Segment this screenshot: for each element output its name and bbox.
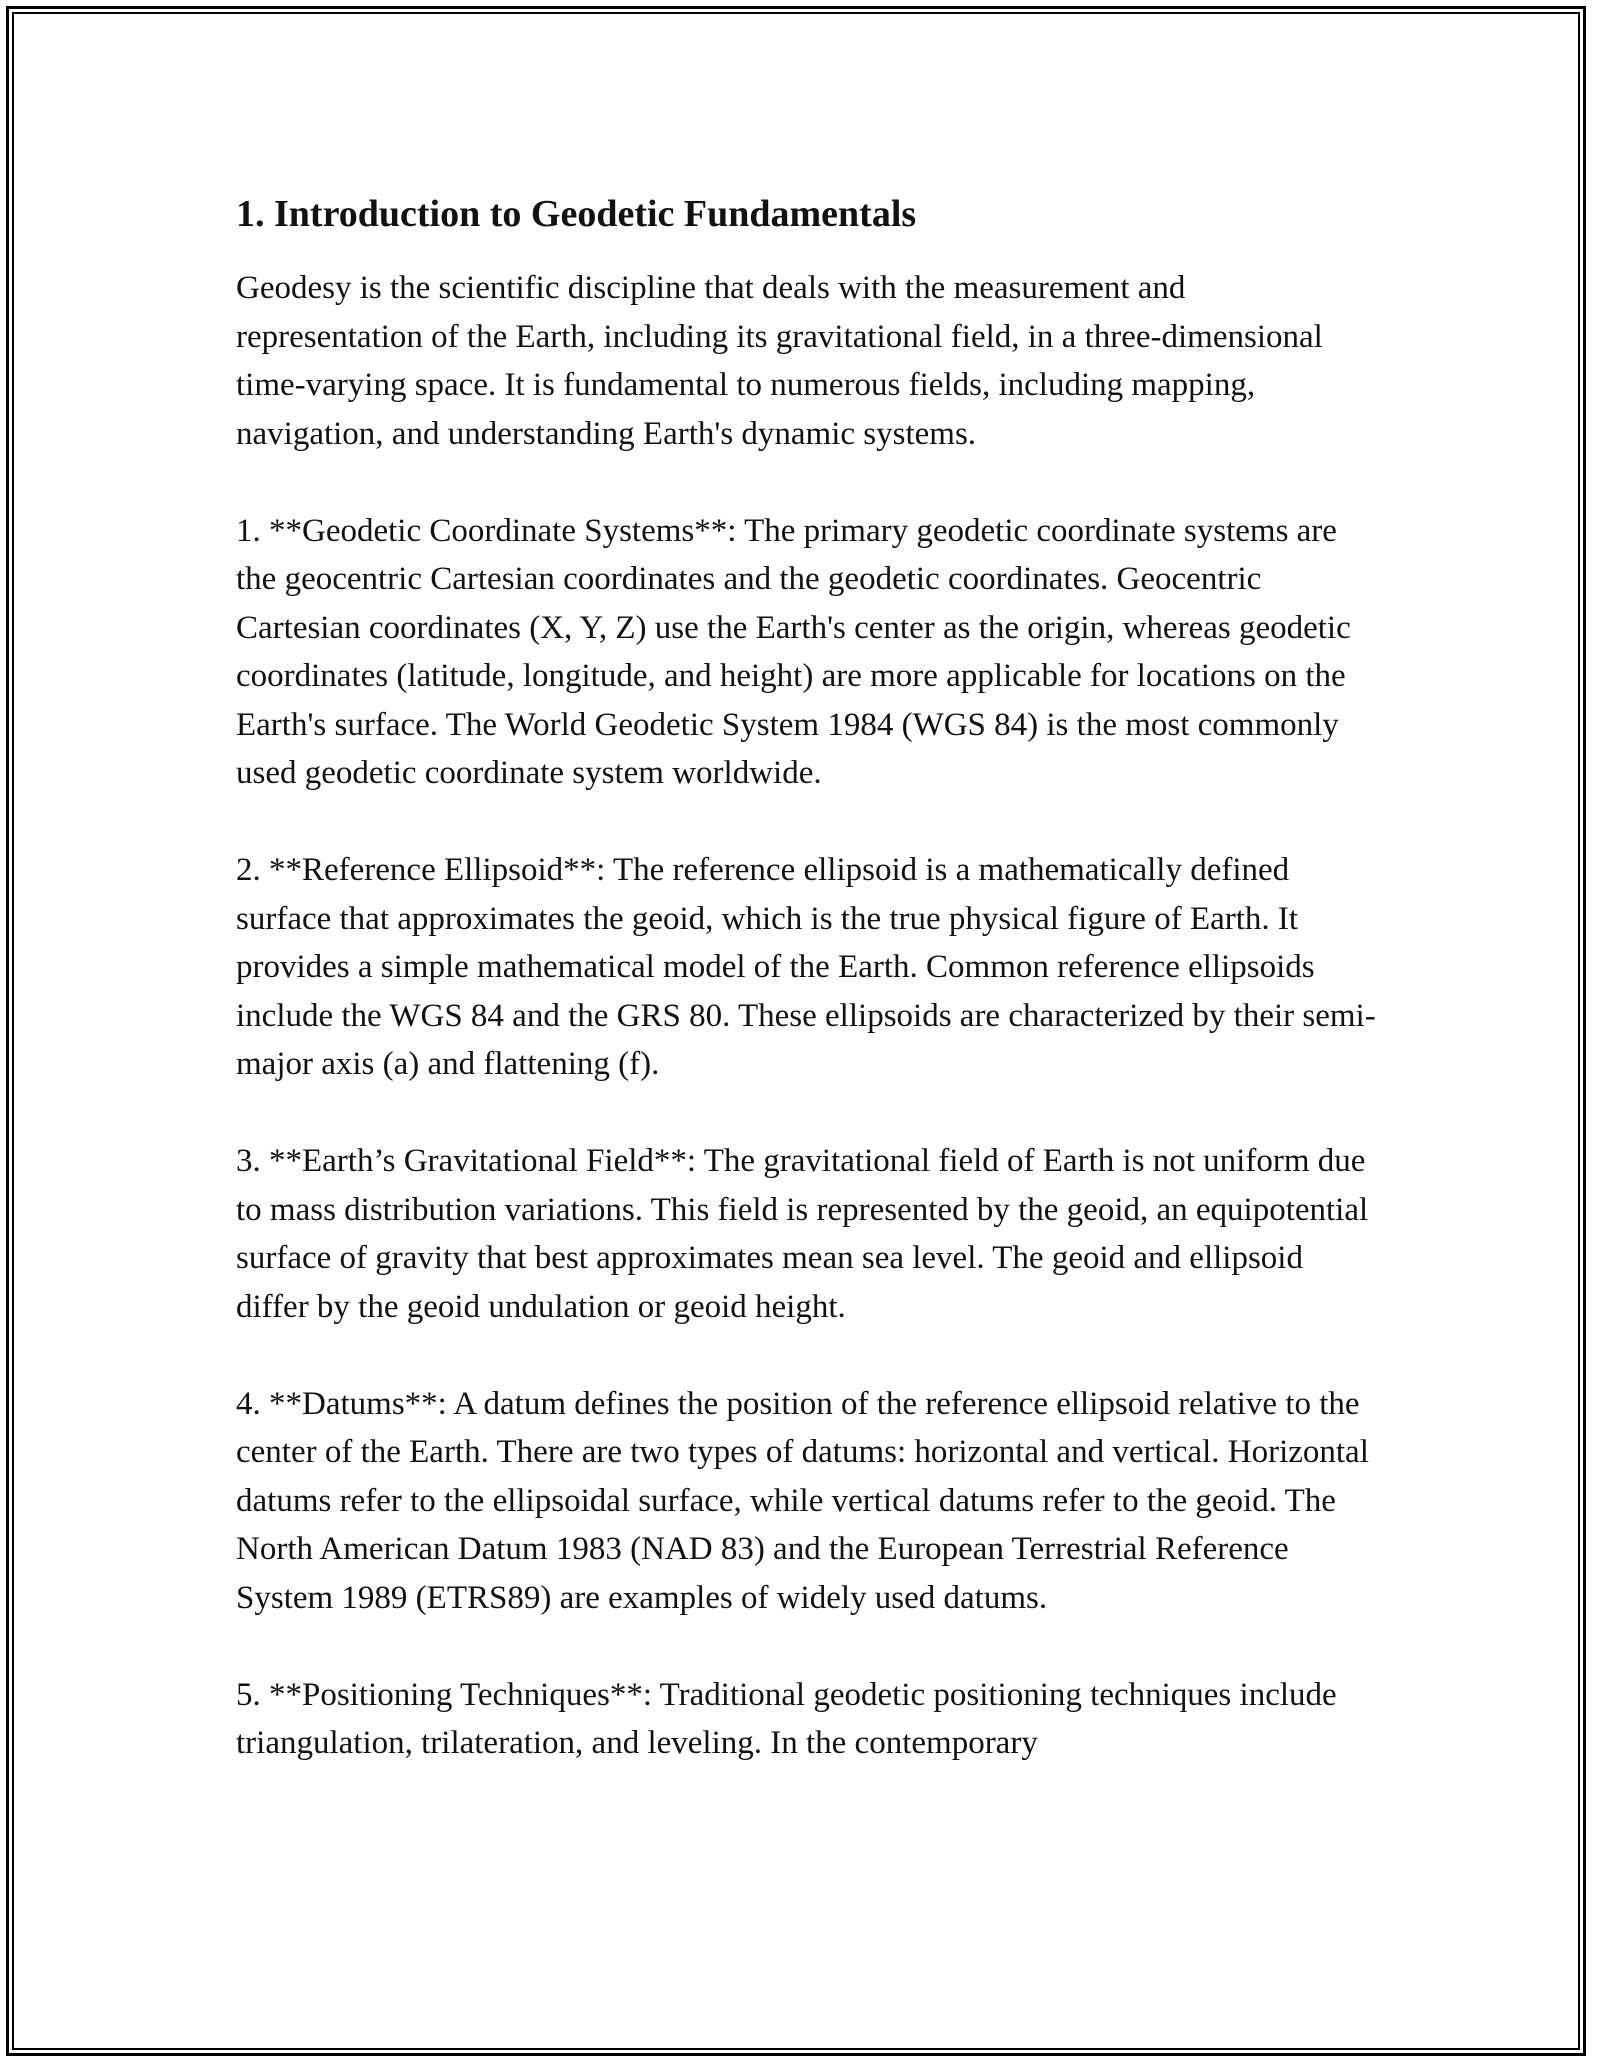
paragraph-coordinate-systems: 1. **Geodetic Coordinate Systems**: The primary geodetic coordinate systems are the geocentric Cartesian coordinates and the geodetic coordinates. Geocentric Cartesian coordinates (X, Y, Z) use the Earth's center as the origin, whereas geodetic coordinates (latitude, longitude, and height) are more applicable for locations on the Earth's surface. The World Geodetic System 1984 (WGS 84) is the most commonly used geodetic coordinate system worldwide. bbox=[236, 512, 1351, 791]
section-heading: 1. Introduction to Geodetic Fundamentals bbox=[236, 193, 917, 235]
paragraph-gravitational-field: 3. **Earth’s Gravitational Field**: The gravitational field of Earth is not uniform due to mass distribution variations. This field is represented by the geoid, an equipotential surface of gravity that best approximates mean sea level. The geoid and ellipsoid differ by the geoid undulation or geoid height. bbox=[236, 1143, 1369, 1325]
intro-paragraph: Geodesy is the scientific discipline that deals with the measurement and representation of the Earth, including its gravitational field, in a three-dimensional time-varying space. It is fundamental to numerous fields, including mapping, navigation, and understanding Earth's dynamic systems. bbox=[236, 270, 1323, 452]
paragraph-reference-ellipsoid: 2. **Reference Ellipsoid**: The reference ellipsoid is a mathematically defined surface that approximates the geoid, which is the true physical figure of Earth. It provides a simple mathematical model of the Earth. Common reference ellipsoids include the WGS 84 and the GRS 80. These ellipsoids are characterized by their semi-major axis (a) and flattening (f). bbox=[236, 852, 1376, 1082]
paragraph-positioning-techniques: 5. **Positioning Techniques**: Traditional geodetic positioning techniques include triangulation, trilateration, and leveling. In the contemporary bbox=[236, 1676, 1337, 1761]
document-body bbox=[236, 186, 1376, 1816]
paragraph-datums: 4. **Datums**: A datum defines the position of the reference ellipsoid relative to the center of the Earth. There are two types of datums: horizontal and vertical. Horizontal datums refer to the ellipsoidal surface, while vertical datums refer to the geoid. The North American Datum 1983 (NAD 83) and the European Terrestrial Reference System 1989 (ETRS89) are examples of widely used datums. bbox=[236, 1385, 1369, 1616]
